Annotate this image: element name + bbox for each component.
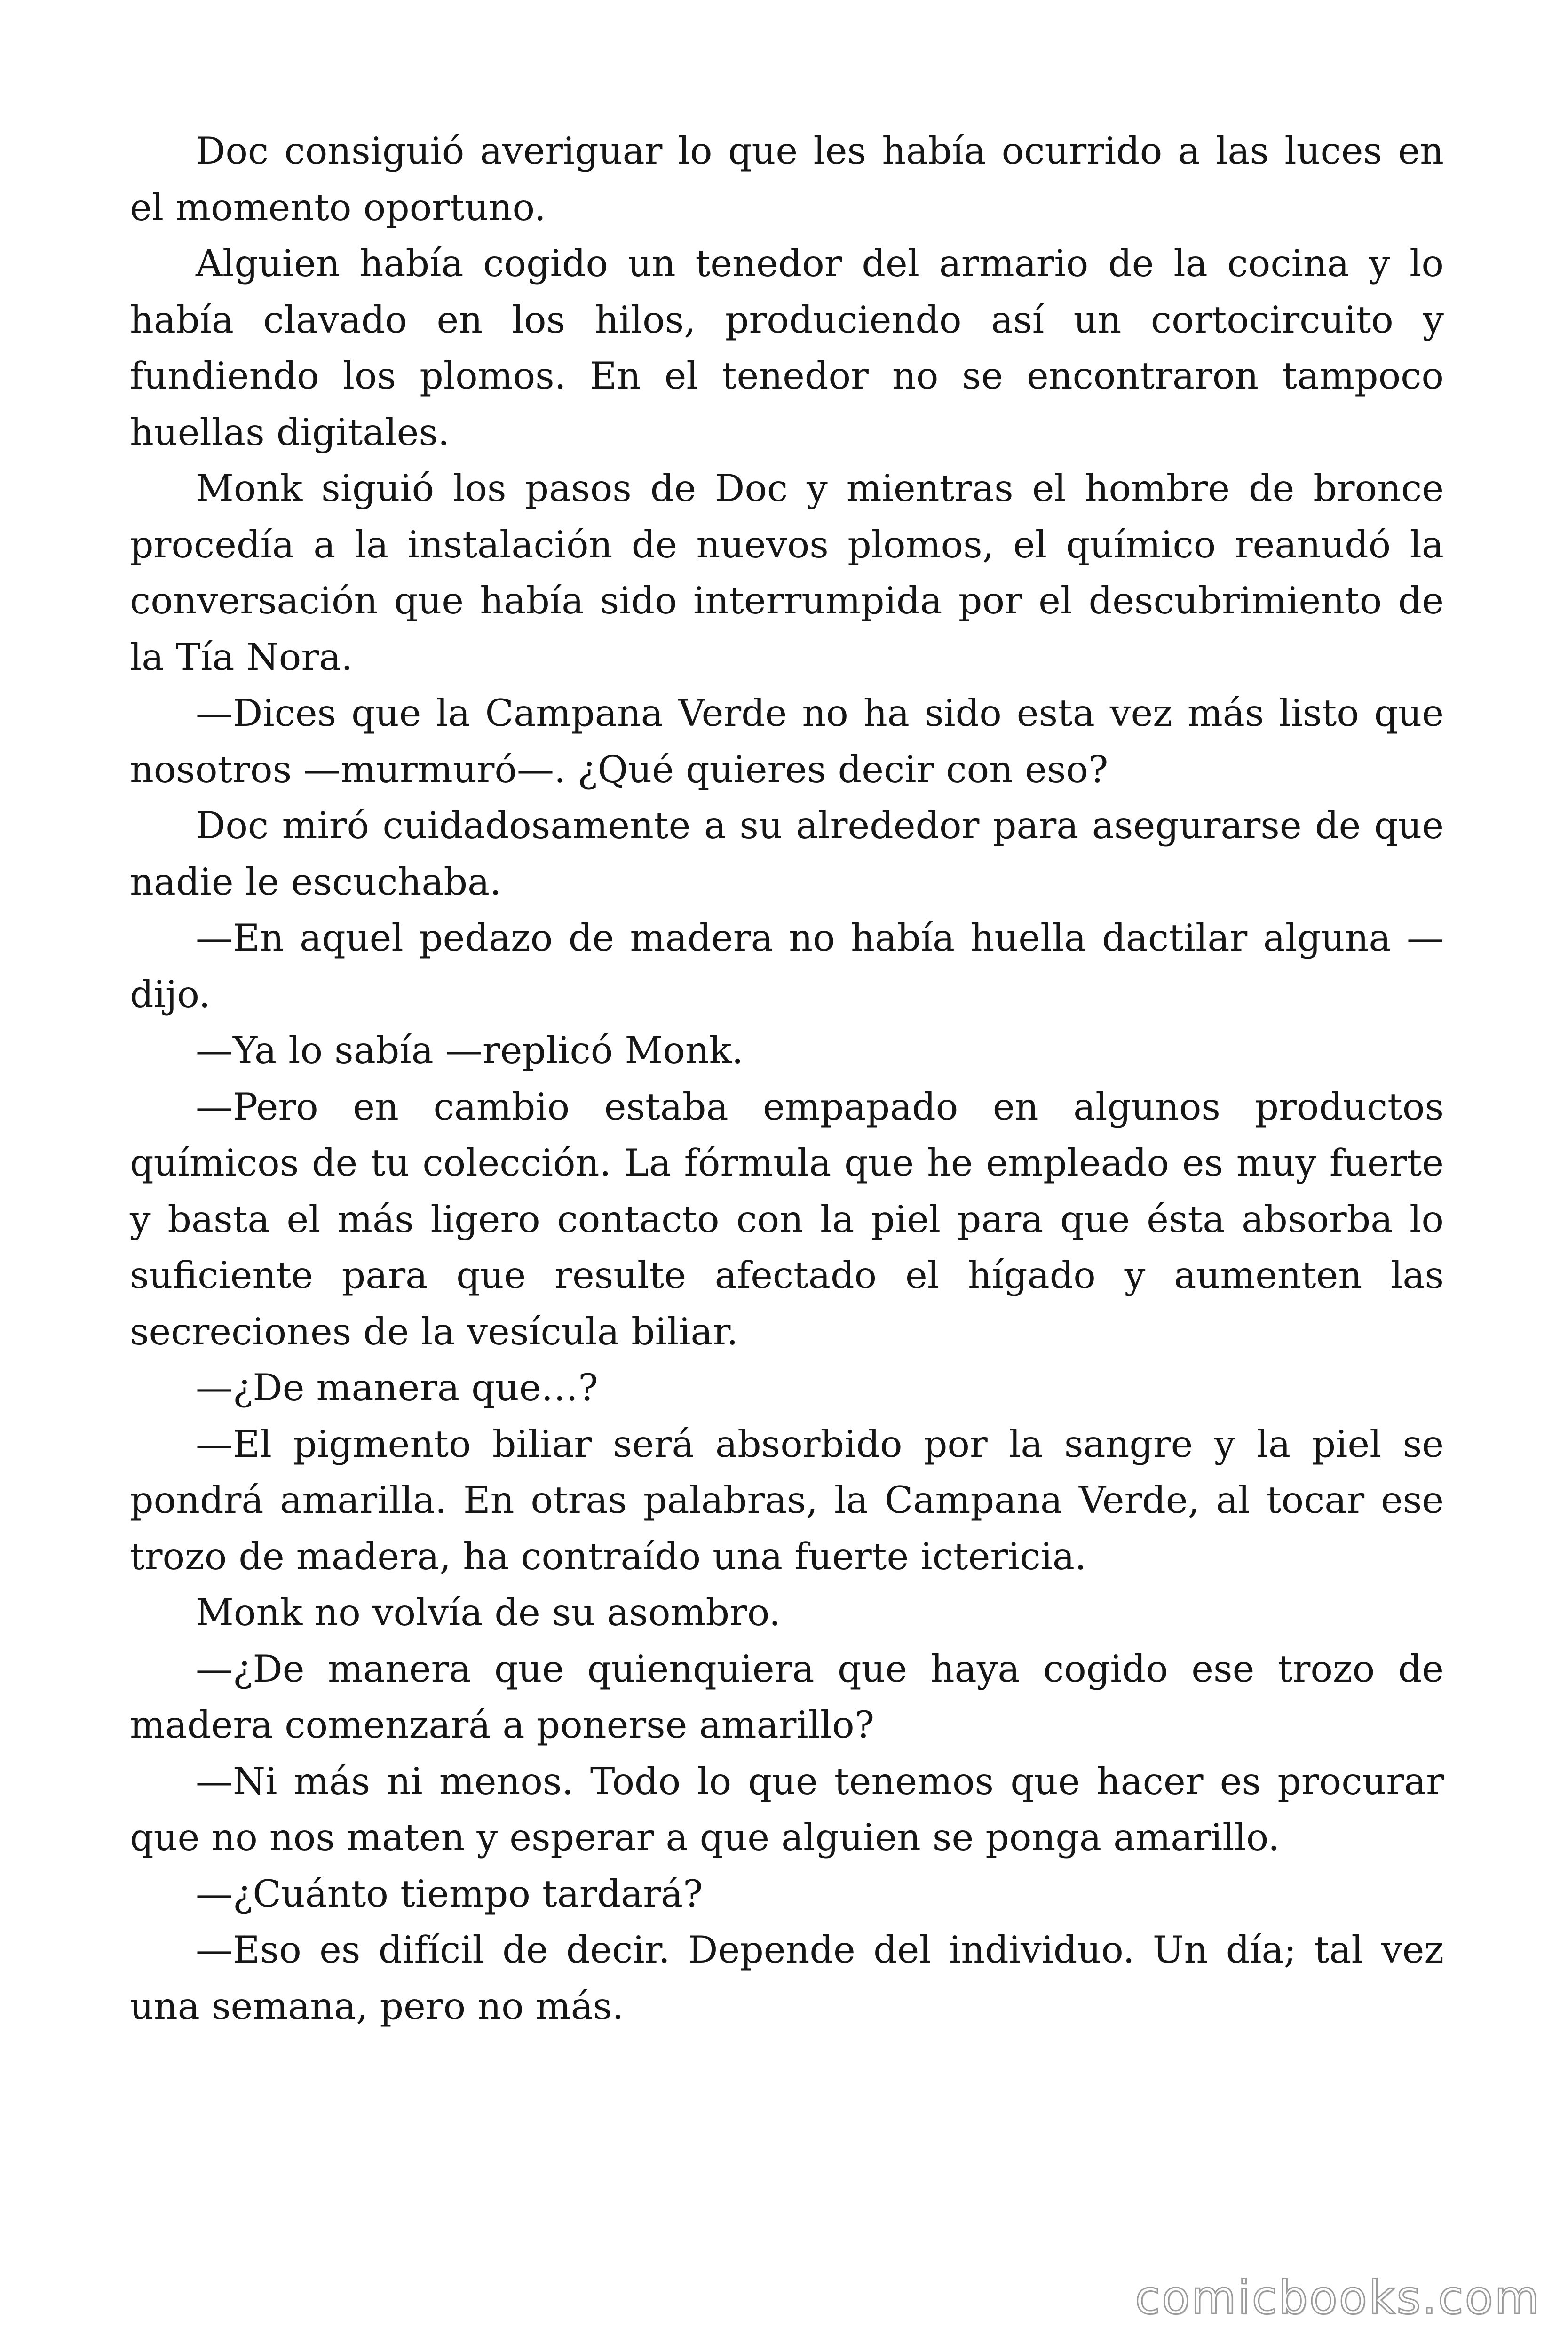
paragraph: —Pero en cambio estaba empapado en algunos productos químicos de tu colección. La fórmula que he empleado es muy fuerte y basta el más ligero contacto con la piel para que ésta absorba lo suficiente para que resulte afectado el hígado y aumenten las secreciones de la vesícula biliar.	[130, 1085, 1444, 1353]
paragraph: Doc miró cuidadosamente a su alrededor para asegurarse de que nadie le escuchaba.	[130, 804, 1444, 904]
watermark: comicbooks.com	[1135, 2271, 1541, 2325]
paragraph: —Dices que la Campana Verde no ha sido esta vez más listo que nosotros —murmuró—. ¿Qué quieres decir con eso?	[130, 691, 1444, 791]
paragraph: —¿De manera que quienquiera que haya cogido ese trozo de madera comenzará a ponerse amarillo?	[130, 1647, 1444, 1747]
paragraph: —Ni más ni menos. Todo lo que tenemos que hacer es procurar que no nos maten y esperar a que alguien se ponga amarillo.	[130, 1759, 1444, 1859]
paragraph: —Ya lo sabía —replicó Monk.	[196, 1029, 744, 1072]
paragraph: Monk siguió los pasos de Doc y mientras el hombre de bronce procedía a la instalación de nuevos plomos, el químico reanudó la conversación que había sido interrumpida por el descubrimiento de la Tía Nora.	[130, 467, 1444, 679]
paragraph: Doc consiguió averiguar lo que les había ocurrido a las luces en el momento oportuno.	[130, 129, 1444, 229]
paragraph: —En aquel pedazo de madera no había huella dactilar alguna —dijo.	[130, 916, 1444, 1016]
paragraph: —¿De manera que…?	[196, 1366, 598, 1409]
paragraph: —El pigmento biliar será absorbido por la sangre y la piel se pondrá amarilla. En otras palabras, la Campana Verde, al tocar ese trozo de madera, ha contraído una fuerte ictericia.	[130, 1422, 1444, 1578]
paragraph: Alguien había cogido un tenedor del armario de la cocina y lo había clavado en los hilos, produciendo así un cortocircuito y fundiendo los plomos. En el tenedor no se encontraron tampoco huellas digitales.	[130, 242, 1444, 454]
paragraph: Monk no volvía de su asombro.	[196, 1591, 781, 1634]
paragraph: —Eso es difícil de decir. Depende del individuo. Un día; tal vez una semana, pero no más.	[130, 1928, 1444, 2028]
body-text	[130, 123, 1444, 2034]
paragraph: —¿Cuánto tiempo tardará?	[196, 1872, 703, 1915]
